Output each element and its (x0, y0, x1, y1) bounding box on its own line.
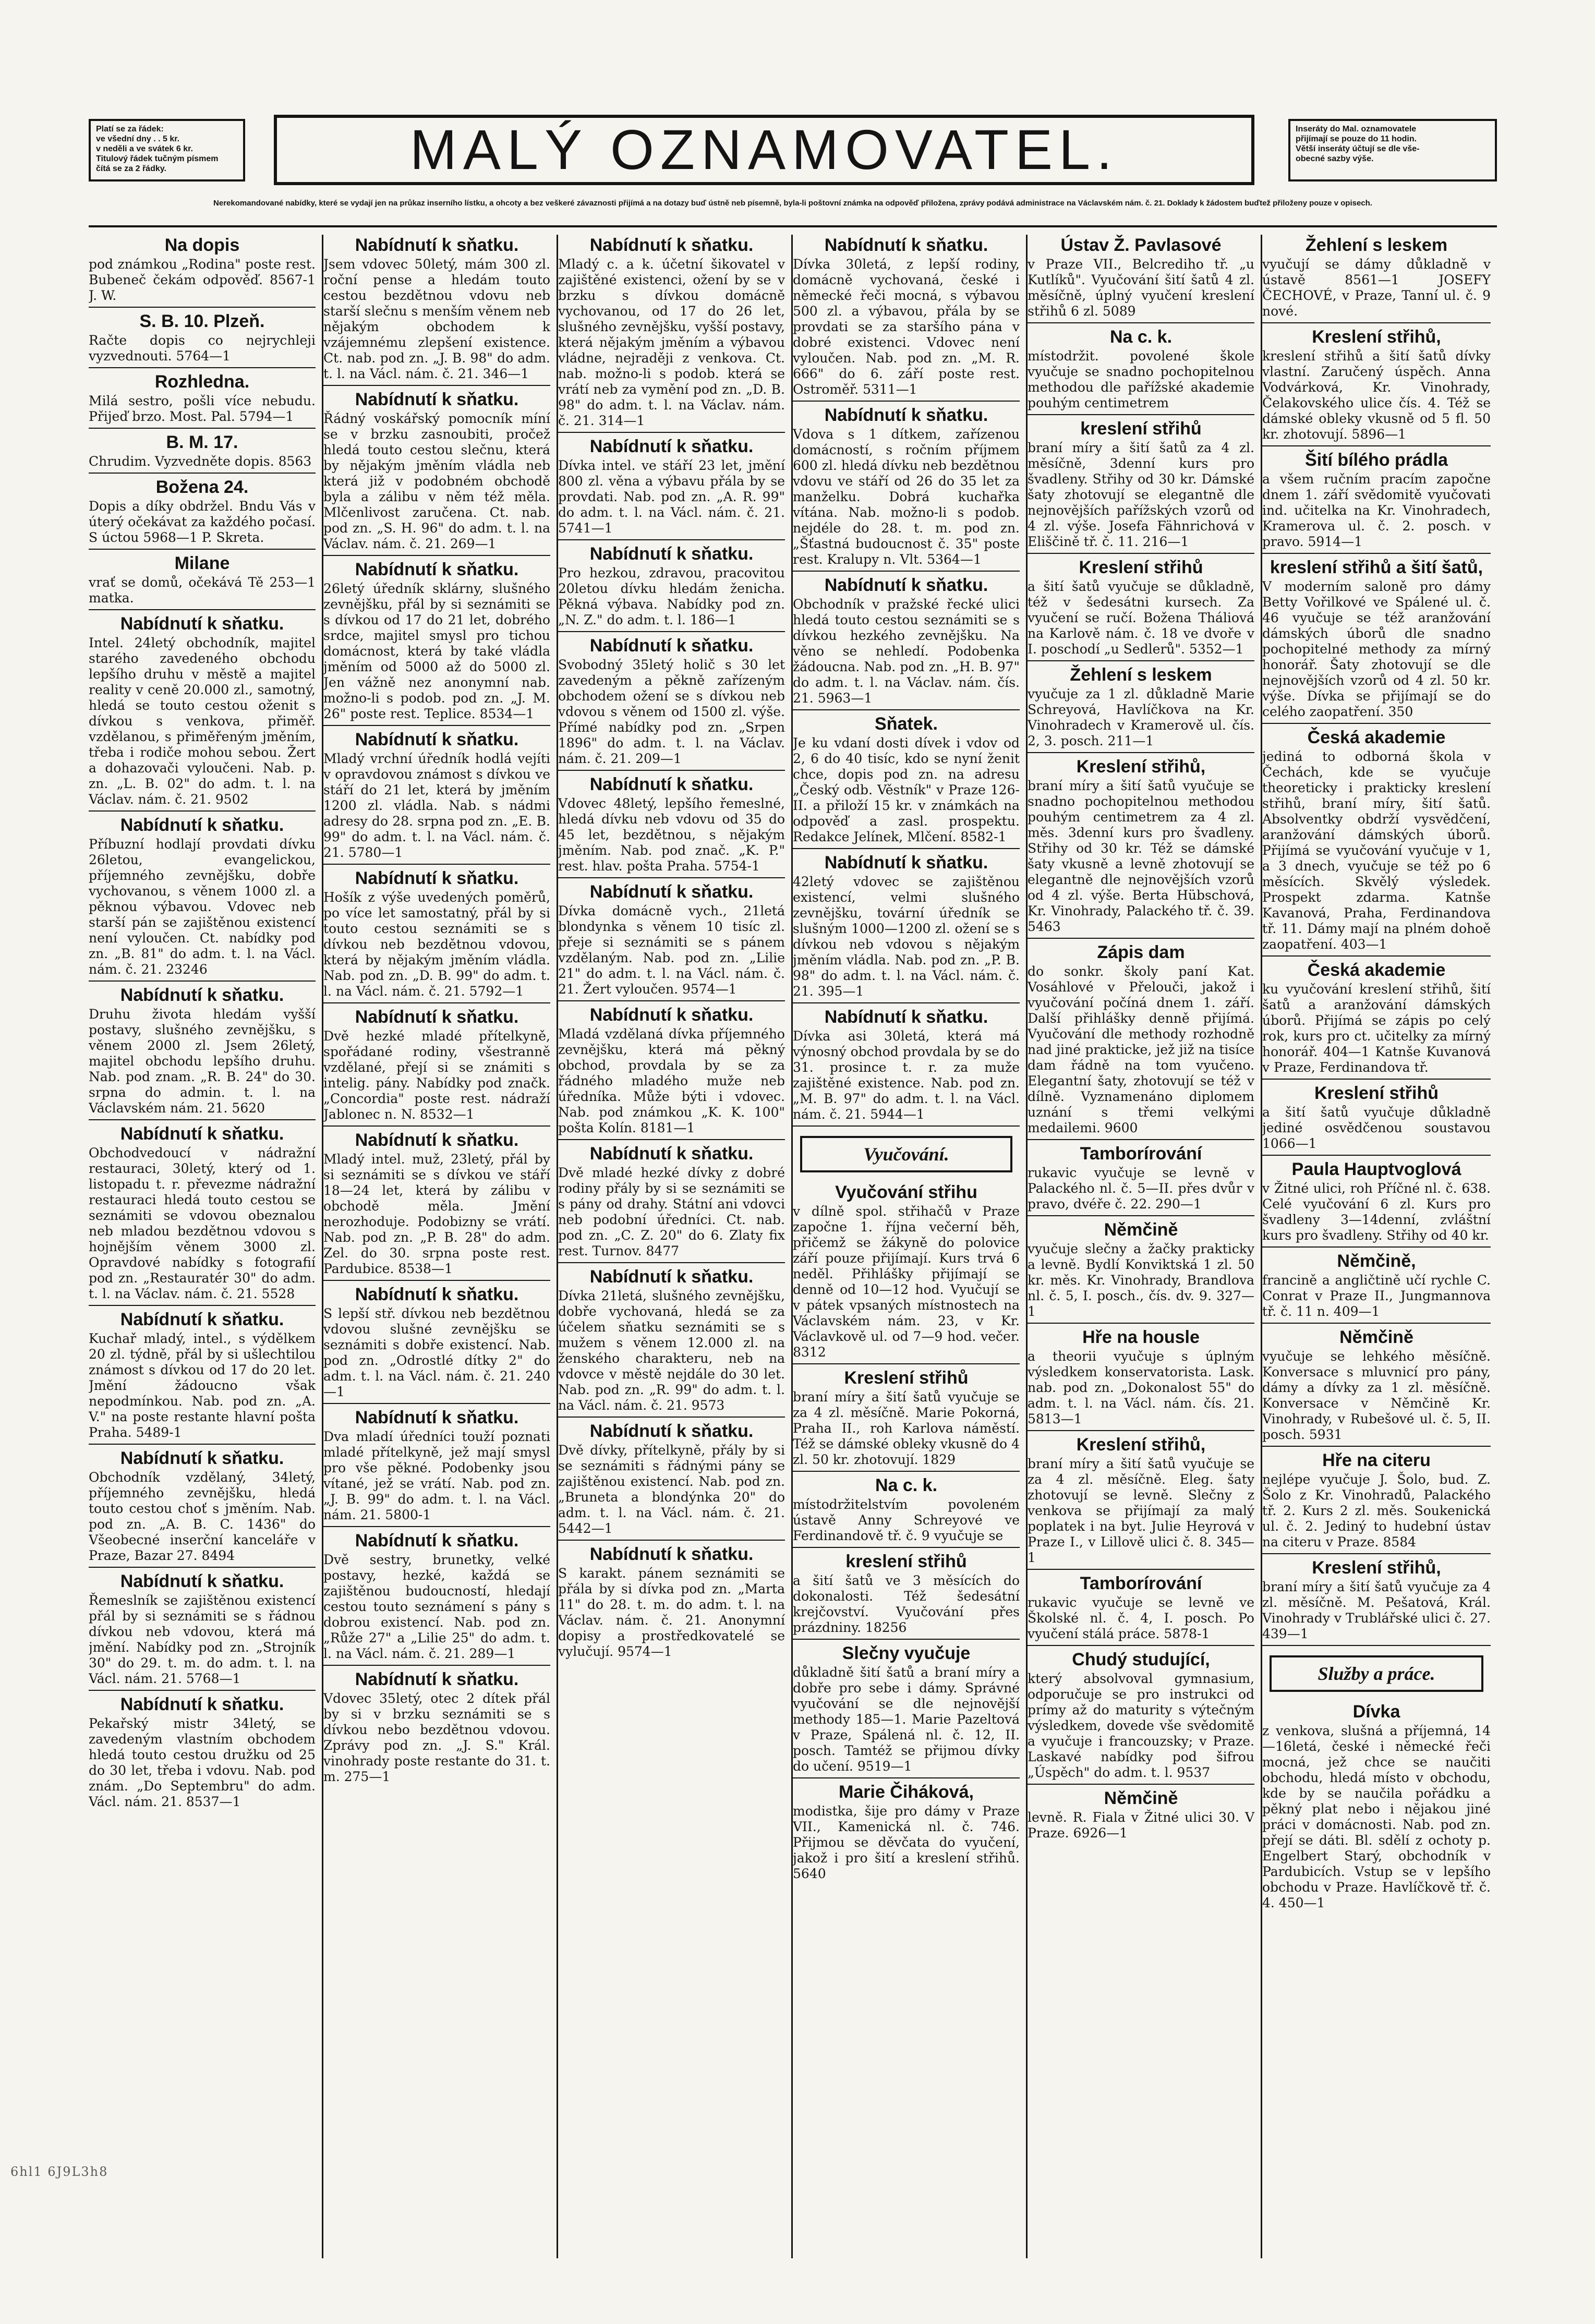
ad-text: V moderním saloně pro dámy Betty Vořilkové ve Spálené ul. č. 46 vyučuje se též aranžování dámských úborů dle snadno pochopitelné methody za mírný honorář. Šaty zhotovují se dle nejnovějších vzorů od 4 zl. 50 kr. výše. Dívka se přijímají se do celého zaopatření. 350 (1262, 579, 1491, 719)
ad-text: Jsem vdovec 50letý, mám 300 zl. roční pense a hledám touto cestou bezdětnou vdovu neb starší slečnu s menším věnem neb nějakým obchodem k vzájemnému zlepšení existence. Ct. nab. pod zn. „J. B. 98" do adm. t. l. na Václ. nám. č. 21. 346—1 (323, 257, 550, 381)
classified-ad (1028, 235, 1254, 323)
ad-heading: Žehlení s leskem (1070, 665, 1212, 685)
ad-text: Mladá vzdělaná dívka příjemného zevnějšku, která má pěkný obchod, provdala by se za řádného mladého muže neb úředníka. Může býti i vdovec. Nab. pod známkou „K. K. 100" pošta Kolín. 8181—1 (558, 1026, 785, 1135)
ad-text: Milá sestro, pošli více nebudu. Přijeď brzo. Most. Pal. 5794—1 (89, 393, 316, 424)
ad-heading: Nabídnutí k sňatku. (355, 1531, 519, 1551)
ad-text: Obchodník v pražské řecké ulici hledá touto cestou seznámiti se s dívkou hezkého zevnějšku. Na věno se nehledí. Podobenka žádoucna. Nab. pod zn. „H. B. 97" do adm. t. l. na Václav. nám. čís. 21. 5963—1 (793, 597, 1020, 706)
classified-ad (558, 436, 785, 540)
ad-heading: Nabídnutí k sňatku. (589, 1005, 754, 1025)
classified-ad (1262, 1251, 1491, 1324)
classified-ad (558, 1143, 785, 1263)
ad-text: vyučuje slečny a žačky prakticky a levně. Bydlí Konviktská 1 zl. 50 kr. měs. Kr. Vinohrady, Brandlova nl. č. 5, I. posch., čís. dv. 9. 327—1 (1028, 1241, 1254, 1319)
classified-ad (89, 1571, 316, 1691)
ad-text: Obchodník vzdělaný, 34letý, příjemného zevnějšku, hledá touto cestou choť s jměním. Nab. pod zn. „A. B. C. 1436" do Všeobecné inserční kanceláře v Praze, Bazar 27. 8494 (89, 1470, 316, 1563)
ad-heading: Na c. k. (1109, 327, 1173, 347)
classified-ad (1028, 1219, 1254, 1324)
ad-text: v Žitné ulici, roh Příčné nl. č. 638. Celé vyučování 6 zl. Kurs pro švadleny 3—14denní, zvláštní kurs pro švadleny. Střihy od 40 kr. (1262, 1181, 1491, 1243)
ad-heading: Dívka (1352, 1702, 1400, 1722)
classified-ad (1028, 418, 1254, 554)
classified-ad (323, 1007, 550, 1127)
classified-ad (89, 815, 316, 982)
newspaper-page (89, 104, 1497, 2269)
ad-heading: Chudý studující, (1072, 1650, 1210, 1669)
ad-text: Vdova s 1 dítkem, zařízenou domácností, s ročním příjmem 600 zl. hledá dívku neb bezdětnou vdovu ve stáří od 26 do 35 let za manželku. Dobrá kuchařka vítána. Nab. možno-li s podob. nejdéle do 28. t. m. pod zn. „Šťastná budoucnost č. 35" poste rest. Kralupy n. Vlt. 5364—1 (793, 427, 1020, 567)
ad-text: braní míry a šití šatů vyučuje za 4 zl. měsíčně. M. Pešatová, Král. Vinohrady v Trublářské ulici č. 27. 439—1 (1262, 1579, 1491, 1641)
ad-heading: Nabídnutí k sňatku. (824, 853, 988, 873)
ad-heading: Kreslení střihů (1314, 1083, 1439, 1103)
ad-heading: Tamborírování (1080, 1144, 1202, 1164)
ad-heading: kreslení střihů (845, 1552, 967, 1571)
classified-ad (89, 1309, 316, 1445)
ad-text: důkladně šití šatů a braní míry a dobře pro sebe i dámy. Správné vyučování se dle nejnovější methody 185—1. Marie Pazeltová v Praze, Spálená nl. č. 12, II. posch. Tamtéž se přijmou dívky do učení. 9519—1 (793, 1665, 1020, 1774)
ad-heading: Nabídnutí k sňatku. (120, 815, 284, 835)
classified-ad (1028, 1434, 1254, 1570)
classified-ad (89, 1694, 316, 1813)
ad-heading: Nabídnutí k sňatku. (355, 235, 519, 255)
info-line: obecné sazby výše. (1296, 154, 1374, 163)
classified-ad (323, 1530, 550, 1666)
ad-heading: Nabídnutí k sňatku. (355, 390, 519, 409)
ad-heading: Na c. k. (875, 1475, 938, 1495)
ad-heading: Nabídnutí k sňatku. (355, 1007, 519, 1027)
ad-heading: Milane (174, 553, 230, 573)
ad-heading: Kreslení střihů (844, 1368, 969, 1388)
ad-heading: Nabídnutí k sňatku. (589, 1267, 754, 1287)
classified-ad (323, 559, 550, 726)
ad-text: Dopis a díky obdržel. Bndu Vás v úterý očekávat za každého počasí. S úctou 5968—1 P. Skreta. (89, 499, 316, 545)
ad-text: vyučuje za 1 zl. důkladně Marie Schreyová, Havlíčkova na Kr. Vinohradech v Kramerově ul. čís. 2, 3. posch. 211—1 (1028, 686, 1254, 748)
classified-ad (558, 235, 785, 433)
section-title: MALÝ OZNAMOVATEL. (274, 115, 1254, 185)
classified-ad (89, 371, 316, 429)
classified-ad (1028, 1143, 1254, 1216)
ad-heading: Slečny vyučuje (842, 1643, 971, 1663)
ad-text: a šití šatů ve 3 měsících do dokonalosti. Též šedesátní krejčovství. Vyučování přes prázdniny. 18256 (793, 1573, 1020, 1635)
ad-heading: Nabídnutí k sňatku. (355, 1285, 519, 1304)
ad-heading: Šití bílého prádla (1305, 450, 1448, 470)
classified-ad (323, 1130, 550, 1281)
ad-text: místodržitelstvím povoleném ústavě Anny Schreyové ve Ferdinandově tř. č. 9 vyučuje se (793, 1497, 1020, 1543)
ad-text: Mladý intel. muž, 23letý, přál by si seznámiti se s dívkou ve stáří 18—24 let, která by zálibu v obchodě měla. Jmění nerozhoduje. Podobizny se vrátí. Nab. pod zn. „P. B. 28" do adm. Zel. do 30. srpna poste rest. Pardubice. 8538—1 (323, 1152, 550, 1276)
classified-ad (558, 1004, 785, 1140)
ad-text: Dvě dívky, přítelkyně, přály by si se seznámiti s řádnými pány se zajištěnou existencí. Nab. pod zn. „Bruneta a blondýnka 20" do adm. t. l. na Václ. nám. č. 21. 5442—1 (558, 1443, 785, 1536)
ad-heading: Na dopis (164, 235, 240, 255)
ad-heading: Kreslení střihů, (1076, 757, 1206, 777)
column-3 (558, 235, 793, 2258)
ad-heading: Kreslení střihů (1079, 558, 1203, 577)
ad-heading: Nabídnutí k sňatku. (120, 614, 284, 634)
classified-ad (558, 881, 785, 1001)
classified-ad (323, 1407, 550, 1527)
ad-heading: Nabídnutí k sňatku. (824, 235, 988, 255)
ad-heading: Vyučování střihu (835, 1182, 977, 1202)
masthead-notice: Nerekomandované nabídky, které se vydají jen na průkaz inserního lístku, a ohcoty a bez veškeré závaznosti přijímá a na dotazy buď ústně neb písemně, byla-li poštovní známka na odpověď přiložena, zprávy podává administrace na Václavském nám. č. 21. Doklady k žádostem buďtež přiloženy pouze v opisech. (213, 199, 1372, 208)
classified-ad (1028, 942, 1254, 1140)
ad-heading: Nabídnutí k sňatku. (589, 437, 754, 456)
ad-heading: S. B. 10. Plzeň. (139, 311, 265, 331)
masthead (89, 104, 1497, 208)
ad-text: Dvě hezké mladé přítelkyně, spořádané rodiny, všestranně vzdělané, přejí si se známiti s intelig. pány. Nabídky pod značk. „Concordia" poste rest. nádraží Jablonec n. N. 8532—1 (323, 1028, 550, 1122)
ad-heading: kreslení střihů a šití šatů, (1270, 558, 1483, 577)
ad-text: Hošík z výše uvedených poměrů, po více let samostatný, přál by si touto cestou seznámiti se s dívkou neb bezdětnou vdovou, která by nějakým jměním vládla. Nab. pod zn. „D. B. 99" do adm. t. l. na Václ. nám. č. 21. 5792—1 (323, 890, 550, 999)
pricing-line: v neděli a ve svátek 6 kr. (96, 144, 193, 153)
ad-heading: Tamborírování (1080, 1573, 1202, 1593)
ad-heading: Nabídnutí k sňatku. (589, 1144, 754, 1164)
ad-text: a šití šatů vyučuje důkladně jediné osvědčenou soustavou 1066—1 (1262, 1105, 1491, 1151)
classified-ad (793, 1182, 1020, 1364)
ad-text: 42letý vdovec se zajištěnou existencí, velmi slušného zevnějšku, tovární úředník se slušným 1000—1200 zl. ožení se s dívkou neb vdovou s nějakým jměním vládla. Nab. pod zn. „P. B. 98" do adm. t. l. na Václ. nám. č. 21. 395—1 (793, 874, 1020, 999)
ad-text: rukavic vyučuje se levně ve Školské nl. č. 4, I. posch. Po vyučení stálá práce. 5878-1 (1028, 1595, 1254, 1641)
ad-heading: Kreslení střihů, (1076, 1435, 1206, 1455)
ad-heading: Rozhledna. (154, 372, 250, 392)
ad-text: nejlépe vyučuje J. Šolo, bud. Z. Šolo z Kr. Vinohradů, Palackého tř. 2. Kurs 2 zl. měs. Soukenická ul. č. 2. Jediný to hudební ústav na citeru v Praze. 8584 (1262, 1472, 1491, 1550)
ad-heading: Kreslení střihů, (1312, 327, 1441, 347)
footer-mark: 6hl1 6J9L3h8 (10, 2164, 108, 2179)
ad-heading: Nabídnutí k sňatku. (824, 405, 988, 425)
classified-ad (1262, 727, 1491, 957)
ad-text: braní míry a šití šatů vyučuje se snadno pochopitelnou methodou pouhým centimetrem za 4 zl. měs. 3denní kurs pro švadleny. Střihy od 30 kr. Též se dámské šaty vkusně a levně zhotovují se elegantně dle nejnovějších vzorů od 4 zl. výše. Berta Hübschová, Kr. Vinohrady, Palackého tř. č. 39. 5463 (1028, 778, 1254, 934)
ad-text: Kuchař mladý, intel., s výdělkem 20 zl. týdně, přál by si ušlechtilou známost s dívkou od 17 do 20 let. Jmění žádoucno však nepodmínkou. Nab. pod zn. „A. V." na poste restante hlavní pošta Praha. 5489-1 (89, 1331, 316, 1440)
ad-heading: Němčině (1339, 1327, 1413, 1347)
ad-text: Svobodný 35letý holič s 30 let zavedeným a pěkně zařízeným obchodem ožení se s dívkou neb vdovou s věnem od 1500 zl. výše. Přímé nabídky pod zn. „Srpen 1896" do adm. t. l. na Václav. nám. č. 21. 209—1 (558, 657, 785, 766)
classified-ad (1262, 1159, 1491, 1248)
ad-text: Dívka 30letá, z lepší rodiny, domácně vychovaná, české i německé řeči mocná, s výbavou 500 zl. a výbavou, přála by se provdati se za staršího pána v dobré existenci. Vdovec není vyloučen. Nab. pod zn. „M. R. 666" do 6. září poste rest. Ostroměř. 5311—1 (793, 257, 1020, 397)
ad-text: Pekařský mistr 34letý, se zavedeným vlastním obchodem hledá touto cestou družku od 25 do 30 let, třeba i vdovu. Nab. pod znám. „Do Septembru" do adm. Václ. nám. 21. 8537—1 (89, 1716, 316, 1809)
classified-ad (793, 713, 1020, 849)
ad-heading: Zápis dam (1097, 942, 1185, 962)
insertion-info-box (1288, 119, 1497, 181)
ad-text: Obchodvedoucí v nádražní restauraci, 30letý, který od 1. listopadu t. r. převezme nádražní restauraci hledá touto cestou se seznámiti se vdovou obeznalou neb mladou bezdětnou vdovou s hojnějším věnem 3000 zl. Opravdové nabídky s fotografií pod zn. „Restauratér 30" do adm. t. l. na Václav. nám. č. 21. 5528 (89, 1145, 316, 1301)
ad-heading: B. M. 17. (166, 432, 238, 452)
ad-text: z venkova, slušná a příjemná, 14—16letá, české i německé řeči mocná, jež chce se naučiti obchodu, hledá místo v obchodu, kde by se naučila pořádku a pěkný plat nebo i nějakou jiné práci v domácnosti. Nab. pod zn. přejí se dáti. Bl. sdělí z ochoty p. Engelbert Starý, obchodník v Pardubicích. Vstup se v lepšího obchodu v Praze. Havlíčkově tř. č. 4. 450—1 (1262, 1723, 1491, 1910)
classified-ad (793, 1367, 1020, 1472)
classified-ad (793, 852, 1020, 1003)
classified-ad (323, 389, 550, 556)
ad-heading: Nabídnutí k sňatku. (355, 868, 519, 888)
classified-ad (558, 543, 785, 632)
column-2 (323, 235, 558, 2258)
classified-ad (558, 1266, 785, 1418)
classified-ad (1262, 960, 1491, 1080)
classified-ad (89, 1123, 316, 1306)
classified-ad (793, 1782, 1020, 1885)
classified-ad (1262, 1450, 1491, 1554)
classified-ad (1262, 235, 1491, 323)
ad-text: modistka, šije pro dámy v Praze VII., Kamenická nl. č. 746. Přijmou se děvčata do vyučení, jakož i pro šití a kreslení střihů. 5640 (793, 1803, 1020, 1881)
ad-heading: Nabídnutí k sňatku. (120, 1694, 284, 1714)
ad-heading: Nabídnutí k sňatku. (355, 560, 519, 579)
ad-heading: Nabídnutí k sňatku. (120, 1124, 284, 1144)
ad-heading: Žehlení s leskem (1305, 235, 1448, 255)
ad-heading: Nabídnutí k sňatku. (589, 1544, 754, 1564)
ad-text: S lepší stř. dívkou neb bezdětnou vdovou slušné zevnějšku se seznámiti s dobře existencí. Nab. pod zn. „Odrostlé dítky 2" do adm. t. l. na Václ. nám. č. 21. 240—1 (323, 1306, 550, 1399)
ad-text: braní míry a šití šatů za 4 zl. měsíčně, 3denní kurs pro švadleny. Střihy od 30 kr. Dámské šaty zhotovují se elegantně dle nejnovějších pařížských vzorů od 4 zl. výše. Josefa Fähnrichová v Eliščině tř. č. 11. 216—1 (1028, 440, 1254, 549)
ad-heading: Nabídnutí k sňatku. (589, 636, 754, 656)
ad-text: vyučuje se lehkého měsíčně. Konversace s mluvnicí pro pány, dámy a dívky za 1 zl. měsíčně. Konversace v Němčině Kr. Vinohrady, v Rubešové ul. č. 5, II. posch. 5931 (1262, 1349, 1491, 1442)
ad-text: Vdovec 35letý, otec 2 dítek přál by si v brzku seznámiti se s dívkou nebo bezdětnou vdovou. Zprávy pod zn. „J. S." Král. vinohrady poste restante do 31. t. m. 275—1 (323, 1691, 550, 1784)
classified-ad (793, 1551, 1020, 1640)
classified-ad (558, 635, 785, 771)
classified-ad (323, 868, 550, 1003)
column-4 (793, 235, 1028, 2258)
ad-heading: Němčině, (1337, 1251, 1416, 1271)
classified-ad (1262, 1083, 1491, 1156)
ad-heading: Nabídnutí k sňatku. (589, 235, 754, 255)
ad-text: Chrudim. Vyzvedněte dopis. 8563 (89, 454, 312, 469)
classified-ad (89, 553, 316, 610)
classified-ad (1028, 326, 1254, 415)
ad-text: Vdovec 48letý, lepšího řemeslné, hledá dívku neb vdovu od 35 do 45 let, bezdětnou, s nějakým jměním. Nab. pod znač. „K. P." rest. hlav. pošta Praha. 5754-1 (558, 796, 785, 874)
ad-text: Račte dopis co nejrychleji vyzvednouti. 5764—1 (89, 333, 316, 364)
classified-ad (89, 432, 316, 474)
classified-ad (793, 1007, 1020, 1127)
classified-ad (323, 1284, 550, 1404)
ad-heading: Česká akademie (1307, 960, 1446, 980)
ad-text: Dvě mladé hezké dívky z dobré rodiny přály by si se seznámiti se s pány od drahy. Státní ani vdovci neb podobní úředníci. Ct. nab. pod zn. „C. Z. 20" do 6. Zlaty fix rest. Turnov. 8477 (558, 1165, 785, 1258)
ad-text: S karakt. pánem seznámiti se přála by si dívka pod zn. „Marta 11" do 28. t. m. do adm. t. l. na Václav. nám. č. 21. Anonymní dopisy a prostředkovatelé se vylučují. 9574—1 (558, 1566, 785, 1659)
ad-text: Mladý c. a k. účetní šikovatel v zajištěné existenci, ožení by se v brzku s dívkou domácně vychovanou, od 17 do 26 let, slušného zevnějšku, vyšší postavy, která nějakým jměním a výbavou vládne, nejraději z venkova. Ct. nab. možno-li s podob. která se vrátí neb za vymění pod zn. „D. B. 98" do adm. t. l. na Václav. nám. č. 21. 314—1 (558, 257, 785, 428)
ad-heading: kreslení střihů (1080, 419, 1202, 439)
classified-ad (793, 405, 1020, 572)
ad-text: Je ku vdaní dosti dívek i vdov od 2, 6 do 40 tisíc, kdo se nyní ženit chce, dopis pod zn. na adresu „Český odb. Věstník" v Praze 126-II. a přiloží 15 kr. v známkách na odpověď a zasl. prospektu. Redakce Jelínek, Mlčení. 8582-1 (793, 735, 1020, 844)
ad-text: do sonkr. školy paní Kat. Vosáhlové v Přelouči, jakož i vyučování počíná dnem 1. září. Další přihlášky denně přijímá. Vyučování dle methody rozhodně nad jiné prakticke, jež již na tisíce dam řádně na tom vyučeno. Elegantní šaty, zhotovují se též v dílně. Vyznamenáno diplomem uznání s třemi velkými medailemi. 9600 (1028, 964, 1254, 1135)
classified-ad (1262, 1327, 1491, 1447)
classified-ad (1028, 1788, 1254, 1844)
classified-ad (1028, 664, 1254, 753)
ad-heading: Nabídnutí k sňatku. (355, 730, 519, 749)
ad-text: vyučují se dámy důkladně v ústavě 8561—1 JOSEFY ČECHOVÉ, v Praze, Tanní ul. č. 9 nové. (1262, 257, 1491, 319)
ad-heading: Nabídnutí k sňatku. (589, 544, 754, 564)
classified-ad (1262, 326, 1491, 446)
ad-heading: Marie Čiháková, (839, 1782, 974, 1802)
ad-heading: Nabídnutí k sňatku. (120, 985, 284, 1005)
pricing-line: čítá se za 2 řádky. (96, 164, 166, 173)
classified-ad (793, 575, 1020, 710)
ad-text: Mladý vrchní úředník hodlá vejíti v opravdovou známost s dívkou ve stáří do 21 let, která by jměním 1200 zl. vládla. Nab. s nádmi adresy do 28. srpna pod zn. „E. B. 99" do adm. t. l. na Václ. nám. č. 21. 5780—1 (323, 751, 550, 860)
classified-ad (1028, 1573, 1254, 1646)
classified-ad (793, 1643, 1020, 1778)
ad-heading: Němčině (1104, 1220, 1178, 1240)
classified-ad (1262, 1701, 1491, 1914)
info-line: Větší inseráty účtují se dle vše- (1296, 144, 1420, 153)
ad-text: a šití šatů vyučuje se důkladně, též v šedesátni kursech. Za vyučení se ručí. Božena Tháliová na Karlově nám. č. 18 ve dvoře v I. poschodí „u Sedlerů". 5352—1 (1028, 579, 1254, 657)
classified-ad (89, 985, 316, 1120)
ad-text: Dvě sestry, brunetky, velké postavy, hezké, každá se zajištěnou budoucností, hledají cestou touto seznámení s pány s dobrou existencí. Nab. pod zn. „Růže 27" a „Lilie 25" do adm. t. l. na Václ. nám. č. 21. 289—1 (323, 1552, 550, 1661)
section-heading-box: Služby a práce. (1270, 1655, 1483, 1692)
ad-heading: Česká akademie (1307, 728, 1446, 747)
ad-text: Řádný voskářský pomocník míní se v brzku zasnoubiti, pročež hledá touto cestou slečnu, která by nějakým jměním vládla neb která již v podobném obchodě byla a zálibu v něm též měla. Mlčenlivost zaručena. Ct. nab. pod zn. „S. H. 96" do adm. t. l. na Václav. nám. č. 21. 269—1 (323, 411, 550, 551)
ad-text: Dívka domácně vych., 21letá blondynka s věnem 10 tisíc zl. přeje si seznámiti se s pánem vzdělaným. Nab. pod zn. „Lilie 21" do adm. t. l. na Václ. nám. č. 21. Žert vyloučen. 9574—1 (558, 903, 785, 997)
ad-text: pod známkou „Rodina" poste rest. Bubeneč čekám odpověď. 8567-1 J. W. (89, 257, 316, 303)
ad-text: Dva mladí úředníci touží poznati mladé přítelkyně, jež mají smysl pro vše pěkné. Podobenky jsou vítané, jež se vrátí. Nab. pod zn. „J. B. 99" do adm. t. l. na Václ. nám. 21. 5800-1 (323, 1429, 550, 1522)
classified-ad (1028, 1327, 1254, 1431)
classified-ad (558, 1421, 785, 1541)
ad-text: místodržit. povolené škole vyučuje se snadno pochopitelnou methodou dle pařížské akademie pouhým centimetrem (1028, 348, 1254, 410)
ad-text: levně. R. Fiala v Žitné ulici 30. V Praze. 6926—1 (1028, 1810, 1254, 1841)
ad-heading: Nabídnutí k sňatku. (589, 882, 754, 902)
ad-text: braní míry a šití šatů vyučuje se za 4 zl. měsíčně. Marie Pokorná, Praha II., roh Karlova náměstí. Též se dámské obleky vkusně do 4 zl. 50 kr. zhotovují. 1829 (793, 1389, 1020, 1467)
ad-text: ku vyučování kreslení střihů, šití šatů a aranžování dámských úborů. Přijímá se zápis po celý rok, kurs pro ct. učitelky za mírný honorář. 404—1 Katnše Kuvanová v Praze, Ferdinandova tř. (1262, 982, 1491, 1075)
classified-ad (1028, 1649, 1254, 1785)
classified-ad (558, 1544, 785, 1663)
ad-heading: Nabídnutí k sňatku. (589, 1421, 754, 1441)
ad-text: Řemeslník se zajištěnou existencí přál by si seznámiti se s řádnou dívkou neb vdovou, která má jmění. Nabídky pod zn. „Strojník 30" do 29. t. m. do adm. t. l. na Václ. nám. 21. 5768—1 (89, 1593, 316, 1686)
ad-text: který absolvoval gymnasium, odporučuje se pro instrukci od prímy až do maturity s výtečným výsledkem, dovede vše svědomitě a vyučuje i francouzsky; v Praze. Laskavé nabídky pod šifrou „Úspěch" do adm. t. l. 9537 (1028, 1671, 1254, 1780)
ad-text: francině a angličtině učí rychle C. Conrat v Praze II., Jungmannova tř. č. 11 n. 409—1 (1262, 1273, 1491, 1319)
ad-text: Intel. 24letý obchodník, majitel starého zavedeného obchodu lepšího druhu v městě a majitel reality v ceně 20.000 zl., samotný, hledá se touto cestou oženit s dívkou s venkova, přiměř. vzdělanou, s přiměřeným jměním, třeba i rodiče mohou sebou. Žert a dohazovači vyloučeni. Nab. p. zn. „L. B. 02" do adm. t. l. na Václav. nám. č. 21. 9502 (89, 635, 316, 807)
ad-text: Dívka 21letá, slušného zevnějšku, dobře vychovaná, hledá se za účelem sňatku seznámiti se s mužem s věnem 12.000 zl. na ženského charakteru, neb na vdovce v městě nejdále do 30 let. Nab. pod zn. „R. 99" do adm. t. l. na Václ. nám. č. 21. 9573 (558, 1288, 785, 1413)
ad-heading: Hře na citeru (1322, 1450, 1431, 1470)
classified-ad (89, 235, 316, 308)
classified-ad (89, 311, 316, 368)
pricing-line: ve všední dny . . 5 kr. (96, 135, 180, 143)
ad-heading: Nabídnutí k sňatku. (120, 1310, 284, 1329)
pricing-line: Platí se za řádek: (96, 125, 164, 134)
ad-text: Dívka asi 30letá, která má výnosný obchod provdala by se do 31. prosince t. r. za muže zajištěné existence. Nab. pod zn. „M. B. 97" do adm. t. l. na Václ. nám. č. 21. 5944—1 (793, 1028, 1020, 1122)
header-rule (89, 225, 1497, 227)
ad-text: a theorii vyučuje s úplným výsledkem konservatorista. Lask. nab. pod zn. „Dokonalost 55" do adm. t. l. na Václ. nám. čís. 21. 5813—1 (1028, 1349, 1254, 1426)
ad-heading: Božena 24. (155, 477, 249, 497)
pricing-box (89, 119, 245, 181)
ad-text: Dívka intel. ve stáří 23 let, jmění 800 zl. věna a výbavu přála by se provdati. Nab. pod zn. „A. R. 99" do adm. t. l. na Václ. nám. č. 21. 5741—1 (558, 458, 785, 536)
ad-text: v dílně spol. střihačů v Praze započne 1. října večerní běh, přičemž se žákyně do polovice září pouze přijímají. Kurs trvá 6 neděl. Přihlášky přijímají se denně od 10—12 hod. Vyučují se v pátek vpsaných místnostech na Václavském nám. 23, v Kr. Václavkově ul. od 7—9 hod. večer. 8312 (793, 1204, 1020, 1360)
ad-text: Příbuzní hodlají provdati dívku 26letou, evangelickou, příjemného zevnějšku, dobře vychovanou, s věnem 1000 zl. a pěknou výbavou. Vdovec neb starší pán se zajištěnou existencí není vyloučen. Ct. nabídky pod zn. „B. 81" do adm. t. l. na Václ. nám. č. 21. 23246 (89, 837, 316, 977)
ad-text: a všem ručním pracím započne dnem 1. září svědomitě vyučovati ind. učitelka na Kr. Vinohradech, Kramerova ul. č. 2. posch. v pravo. 5914—1 (1262, 471, 1491, 549)
ad-heading: Ústav Ž. Pavlasové (1060, 235, 1222, 255)
ad-heading: Nabídnutí k sňatku. (355, 1130, 519, 1150)
ad-text: v Praze VII., Belcrediho tř. „u Kutlíků". Vyučování šití šatů 4 zl. měsíčně, úplný vyučení kreslení střihů 6 zl. 5089 (1028, 257, 1254, 319)
info-line: Inseráty do Mal. oznamovatele (1296, 125, 1417, 134)
ad-heading: Nabídnutí k sňatku. (824, 1007, 988, 1027)
classified-ad (323, 729, 550, 865)
ad-heading: Nabídnutí k sňatku. (589, 774, 754, 794)
ad-heading: Nabídnutí k sňatku. (355, 1669, 519, 1689)
ad-heading: Hře na housle (1082, 1327, 1200, 1347)
classified-ad (1262, 1557, 1491, 1646)
column-1 (89, 235, 323, 2258)
ad-text: Druhu života hledám vyšší postavy, slušného zevnějšku, s věnem 2000 zl. Jsem 26letý, majitel obchodu lepšího druhu. Nab. pod znam. „R. B. 24" do 30. srpna do admin. t. l. na Václavském nám. 21. 5620 (89, 1007, 316, 1116)
info-line: přijímají se pouze do 11 hodin. (1296, 135, 1417, 143)
classified-ad (323, 1669, 550, 1788)
classified-ad (1028, 756, 1254, 939)
ad-text: Pro hezkou, zdravou, pracovitou 20letou dívku hledám ženicha. Pěkná výbava. Nabídky pod zn. „N. Z." do adm. t. l. 186—1 (558, 565, 785, 627)
classified-ad (793, 1475, 1020, 1548)
ad-heading: Němčině (1104, 1788, 1178, 1808)
classified-ad (89, 477, 316, 550)
ad-heading: Kreslení střihů, (1312, 1558, 1441, 1578)
ad-text: kreslení střihů a šití šatů dívky vlastní. Zaručený úspěch. Anna Vodvárková, Kr. Vinohrady, Čelakovského ulice čís. 4. Též se dámské obleky vkusně od 5 fl. 50 kr. zhotovují. 5896—1 (1262, 348, 1491, 442)
ad-heading: Nabídnutí k sňatku. (824, 575, 988, 595)
section-heading-box: Vyučování. (800, 1136, 1012, 1172)
classified-ad (558, 774, 785, 878)
classified-ad (1028, 557, 1254, 661)
ad-text: braní míry a šití šatů vyučuje se za 4 zl. měsíčně. Eleg. šaty zhotovují se levně. Slečny z venkova se přijímají za malý poplatek i na byt. Julie Heyrová v Praze I., v Lillově ulici č. 8. 345—1 (1028, 1456, 1254, 1565)
ad-heading: Nabídnutí k sňatku. (355, 1408, 519, 1427)
ad-text: vrať se domů, očekává Tě 253—1 matka. (89, 575, 316, 606)
classified-ad (1262, 450, 1491, 554)
classified-ad (793, 235, 1020, 402)
pricing-line: Titulový řádek tučným písmem (96, 154, 219, 163)
ad-text: rukavic vyučuje se levně v Palackého nl. č. 5—II. přes dvůr v pravo, dvéře č. 22. 290—1 (1028, 1165, 1254, 1212)
column-6 (1262, 235, 1497, 2258)
column-5 (1028, 235, 1262, 2258)
classified-ad (89, 613, 316, 812)
ad-text: 26letý úředník sklárny, slušného zevnějšku, přál by si seznámiti se s dívkou od 17 do 21 let, dobrého srdce, majitel smysl pro tichou domácnost, která by také vládla jměním od 5000 až do 5000 zl. Jen vážně nez anonymní nab. možno-li s podob. pod zn. „J. M. 26" poste rest. Teplice. 8534—1 (323, 581, 550, 721)
ad-heading: Sňatek. (875, 714, 938, 734)
ad-heading: Nabídnutí k sňatku. (120, 1448, 284, 1468)
classified-ad (89, 1448, 316, 1568)
classified-ad (1262, 557, 1491, 724)
ad-text: jediná to odborná škola v Čechách, kde se vyučuje theoreticky i prakticky kreslení střihů, braní míry, šití šatů. Absolventky obdrží vysvědčení, aranžování dámských úborů. Přijímá se vyučování vyučuje v 1, a 3 dnech, vyučuje se též po 6 měsících. Skvělý výsledek. Prospekt zdarma. Katnše Kavanová, Praha, Ferdinandova tř. 11. Dámy mají na plném dohoě zaopatření. 403—1 (1262, 749, 1491, 952)
ad-columns (89, 235, 1497, 2258)
ad-heading: Nabídnutí k sňatku. (120, 1571, 284, 1591)
classified-ad (323, 235, 550, 386)
ad-heading: Paula Hauptvoglová (1291, 1159, 1461, 1179)
